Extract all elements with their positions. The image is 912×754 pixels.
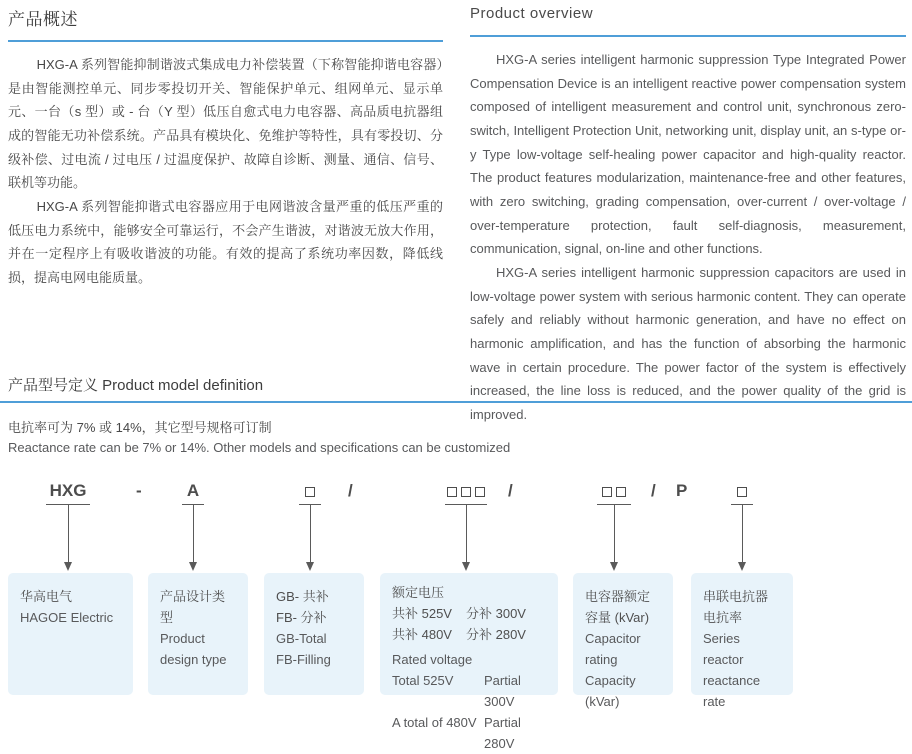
legend-line: Capacitor rating <box>585 631 641 668</box>
legend-cell: Partial 300V <box>484 673 521 709</box>
legend-cell: 共补 480V <box>392 626 452 642</box>
legend-line: reactance rate <box>703 673 761 710</box>
code-slash-text: / <box>508 481 513 500</box>
code-design-text: A <box>186 481 200 500</box>
code-part-design <box>182 478 204 505</box>
code-part-voltage <box>445 478 487 505</box>
placeholder-square-icon <box>447 487 457 497</box>
overview-en-section <box>470 5 906 427</box>
legend-box-brand <box>8 573 133 695</box>
legend-line: 电容器额定 <box>585 589 651 604</box>
arrow-stem <box>310 505 311 563</box>
legend-row <box>392 671 546 713</box>
placeholder-square-icon <box>305 487 315 497</box>
code-part-prefix <box>46 478 90 505</box>
model-code-diagram <box>0 470 912 751</box>
legend-line: FB-Filling <box>276 652 331 668</box>
reactance-note-en: Reactance rate can be 7% or 14%. Other models and specifications can be customized <box>8 440 511 455</box>
legend-line: GB- 共补 <box>276 589 329 604</box>
placeholder-square-icon <box>737 487 747 497</box>
legend-cell: 分补 280V <box>466 626 526 642</box>
legend-line: 产品设计类型 <box>160 589 226 626</box>
legend-box-comp-type <box>264 573 364 695</box>
legend-box-reactance <box>691 573 793 710</box>
reactance-note-cn: 电抗率可为 7% 或 14%，其它型号规格可订制 <box>8 420 272 435</box>
legend-line: 串联电抗器 <box>703 589 769 604</box>
placeholder-square-icon <box>602 487 612 497</box>
legend-cell: 分补 300V <box>466 605 526 621</box>
legend-row <box>392 604 546 625</box>
legend-row <box>392 625 546 646</box>
legend-line: Series reactor <box>703 631 744 668</box>
overview-cn-section <box>8 5 443 290</box>
arrow-down-icon <box>189 562 197 571</box>
legend-line: 华高电气 <box>20 589 73 604</box>
arrow-down-icon <box>64 562 72 571</box>
legend-box-capacity <box>573 573 673 710</box>
arrow-stem <box>68 505 69 563</box>
overview-cn-title: 产品概述 <box>8 10 78 29</box>
legend-line: Product design type <box>160 631 227 668</box>
arrow-down-icon <box>462 562 470 571</box>
placeholder-square-icon <box>475 487 485 497</box>
code-slash-text: / <box>651 481 656 500</box>
legend-line: FB- 分补 <box>276 610 327 626</box>
placeholder-square-icon <box>616 487 626 497</box>
code-p-text: P <box>676 481 688 500</box>
accent-rule-full <box>0 401 912 403</box>
overview-cn-body <box>8 53 443 290</box>
legend-line: Rated voltage <box>392 652 473 668</box>
legend-cell: A total of 480V <box>392 714 477 730</box>
accent-rule <box>470 35 906 37</box>
overview-cn-paragraph-2: HXG-A 系列智能抑谐式电容器应用于电网谐波含量严重的低压严重的低压电力系统中，能够安全可靠运行，不会产生谐波，对谐波无放大作用，并在一定程序上有吸收谐波的功能。有效的提高了系统功率因数，降低线损，提高电网电能质量。 <box>8 198 443 285</box>
arrow-stem <box>614 505 615 563</box>
code-dash-text: - <box>136 481 142 500</box>
legend-line: 额定电压 <box>392 585 445 600</box>
legend-line: Capacity (kVar) <box>585 673 636 710</box>
legend-line: HAGOE Electric <box>20 610 114 626</box>
legend-cell: Total 525V <box>392 673 454 689</box>
overview-en-paragraph-2: HXG-A series intelligent harmonic suppression capacitors are used in low-voltage power system with serious harmonic content. They can operate safely and reliably without harmonic generation, and have no effect on harmonic amplification, and has the function of absorbing the harmonic wave in certain procedure. The power factor of the system is effectively increased, the line loss is reduced, and the power quality of the grid is improved. <box>470 264 906 422</box>
legend-cell: Partial 280V <box>484 714 521 751</box>
overview-en-paragraph-1: HXG-A series intelligent harmonic suppression Type Integrated Power Compensation Device is an intelligent reactive power compensation system composed of intelligent measurement and control unit, synchronous zero-switch, Intelligent Protection Unit, networking unit, display unit, an s-type or-y Type low-voltage self-healing power capacitor and high-quality reactor. The product features modularization, maintenance-free and other features, with zero switching, grading compensation, over-current / over-voltage / over-temperature protection, fault self-diagnosis, measurement, communication, signal, on-line and other functions. <box>470 52 906 257</box>
arrow-stem <box>466 505 467 563</box>
code-part-reactance <box>731 478 753 505</box>
arrow-down-icon <box>610 562 618 571</box>
code-part-capacity <box>597 478 631 505</box>
accent-rule <box>8 40 443 42</box>
placeholder-square-icon <box>461 487 471 497</box>
code-part-type <box>299 478 321 505</box>
legend-line: 电抗率 <box>703 610 743 626</box>
legend-line: 容量 (kVar) <box>585 610 650 626</box>
overview-en-body <box>470 48 906 427</box>
arrow-stem <box>193 505 194 563</box>
arrow-stem <box>742 505 743 563</box>
legend-row <box>392 713 546 754</box>
arrow-down-icon <box>306 562 314 571</box>
model-definition-title: 产品型号定义 Product model definition <box>8 377 264 394</box>
legend-line: GB-Total <box>276 631 327 647</box>
legend-box-rated-voltage <box>380 573 558 751</box>
arrow-down-icon <box>738 562 746 571</box>
legend-cell: 共补 525V <box>392 605 452 621</box>
legend-box-design-type <box>148 573 248 695</box>
code-prefix-text: HXG <box>49 481 87 500</box>
code-slash-text: / <box>348 481 353 500</box>
overview-en-title: Product overview <box>470 5 594 22</box>
overview-cn-paragraph-1: HXG-A 系列智能抑制谐波式集成电力补偿装置（下称智能抑谐电容器）是由智能测控单元、同步零投切开关、智能保护单元、组网单元、显示单元、一台（s 型）或 - 台（Y 型）低压自愈式电力电容器、高品质电抗器组成的智能无功补偿系统。产品具有模块化、免维护等特性，具有零投切、分级补偿、过电流 / 过电压 / 过温度保护、故障自诊断、测量、通信、信号、联机等功能。 <box>8 57 443 191</box>
